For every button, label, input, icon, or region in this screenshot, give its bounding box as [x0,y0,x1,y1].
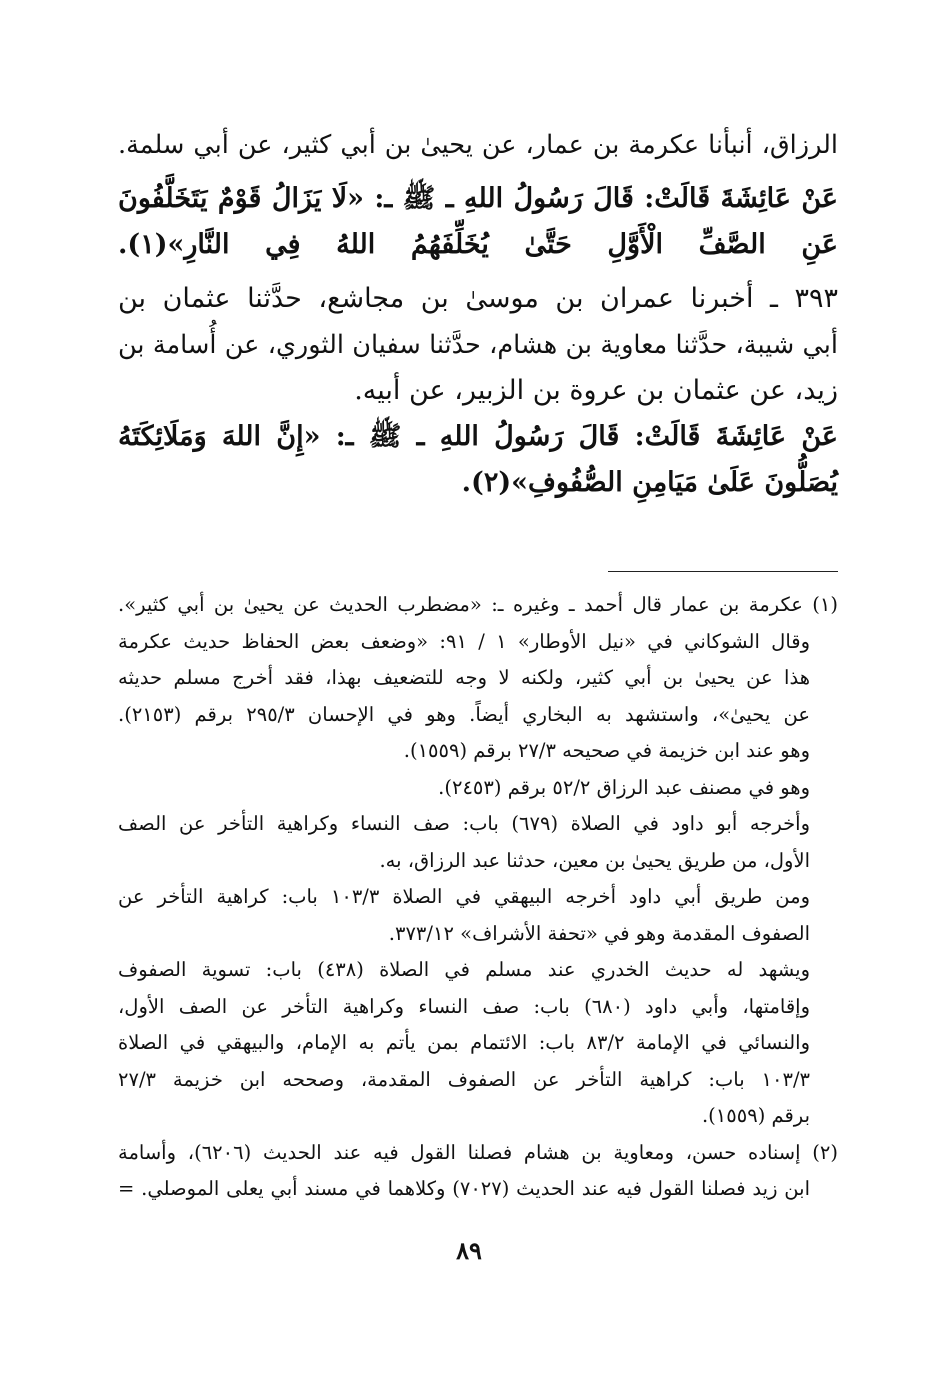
footnote-line: الأول، من طريق يحيىٰ بن معين، حدثنا عبد الرزاق، به. [379,848,810,872]
text-line: الرزاق، أنبأنا عكرمة بن عمار، عن يحيىٰ بن أبي كثير، عن أبي سلمة. [118,130,838,160]
footnote-line: برقم (١٥٥٩). [701,1104,810,1127]
footnote-line: ابن زيد فصلنا القول فيه عند الحديث (٧٠٢٧) وكلاهما في مسند أبي يعلى الموصلي. = [118,1177,810,1200]
hadith-line: يُصَلُّونَ عَلَىٰ مَيَامِنِ الصُّفُوفِ»(٢). [461,467,838,498]
footnote-line: الصفوف المقدمة وهو في «تحفة الأشراف» ٣٧٣/١٢. [388,921,810,945]
footnote-line: ومن طريق أبي داود أخرجه البيهقي في الصلاة ١٠٣/٣ باب: كراهية التأخر عن [118,885,811,908]
footnote-line: وأخرجه أبو داود في الصلاة (٦٧٩) باب: صف النساء وكراهية التأخر عن الصف [118,812,811,835]
text-line: زيد، عن عثمان بن عروة بن الزبير، عن أبيه. [354,375,838,406]
footnotes [118,587,838,1208]
page-number: ٨٩ [456,1236,482,1265]
footnote-line: والنسائي في الإمامة ٨٣/٢ باب: الائتمام بمن يأتم به الإمام، والبيهقي في الصلاة [118,1031,810,1054]
footnote-line: (١) عكرمة بن عمار قال أحمد ـ وغيره ـ: «مضطرب الحديث عن يحيىٰ بن أبي كثير». [118,593,838,616]
hadith-line: عَنِ الصَّفِّ الْأَوَّلِ حَتَّىٰ يُخَلِّفَهُمُ اللهُ فِي النَّارِ»(١). [118,229,838,260]
footnote-line: هذا عن يحيىٰ بن أبي كثير، ولكنه لا وجه للتضعيف بهذا، فقد أخرج مسلم حديثه [118,666,810,689]
footnote-line: ١٠٣/٣ باب: كراهية التأخر عن الصفوف المقدمة، وصححه ابن خزيمة ٢٧/٣ [118,1067,810,1091]
footnote-line: وهو عند ابن خزيمة في صحيحه ٢٧/٣ برقم (١٥٥٩). [403,739,810,762]
hadith-line: عَنْ عَائِشَةَ قَالَتْ: قَالَ رَسُولُ اللهِ ـ ﷺ ـ: «لَا يَزَالُ قَوْمٌ يَتَخَلَّفُونَ [118,183,838,214]
text-line: أبي شيبة، حدَّثنا معاوية بن هشام، حدَّثنا سفيان الثوري، عن أُسامة بن [118,330,838,360]
footnote-line: وقال الشوكاني في «نيل الأوطار» ١ / ٩١: «وضعف بعض الحفاظ حديث عكرمة [118,629,810,653]
footnote-separator [608,571,838,572]
main-text [118,122,838,506]
footnote-line: وإقامتها، وأبي داود (٦٨٠) باب: صف النساء وكراهية التأخر عن الصف الأول، [118,994,810,1018]
footnote-line: وهو في مصنف عبد الرزاق ٥٢/٢ برقم (٢٤٥٣). [438,775,810,799]
hadith-line: عَنْ عَائِشَةَ قَالَتْ: قَالَ رَسُولُ اللهِ ـ ﷺ ـ: «إِنَّ اللهَ وَمَلَائِكَتَهُ [118,421,838,452]
footnote-line: عن يحيىٰ»، واستشهد به البخاري أيضاً. وهو في الإحسان ٢٩٥/٣ برقم (٢١٥٣). [118,702,810,726]
footnote-line: ويشهد له حديث الخدري عند مسلم في الصلاة (٤٣٨) باب: تسوية الصفوف [118,958,811,981]
footnote-line: (٢) إسناده حسن، ومعاوية بن هشام فصلنا القول فيه عند الحديث (٦٢٠٦)، وأسامة [118,1140,838,1164]
text-line: ٣٩٣ ـ أخبرنا عمران بن موسىٰ بن مجاشع، حدَّثنا عثمان بن [118,283,838,314]
